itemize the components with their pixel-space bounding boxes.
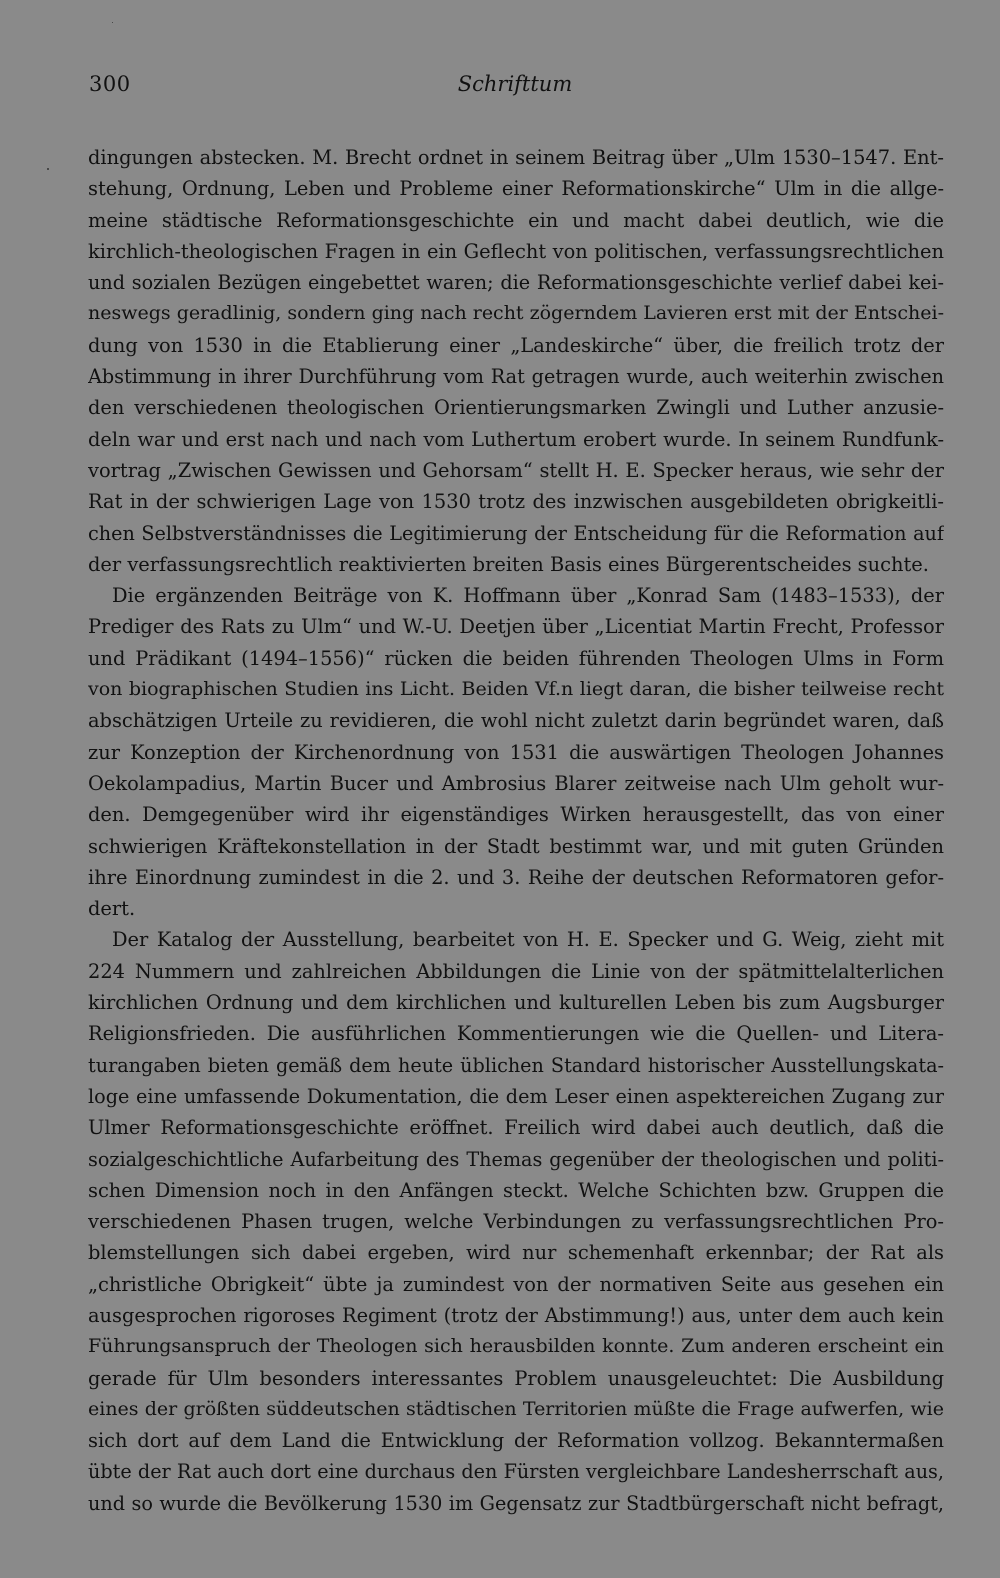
text-line: übte der Rat auch dort eine durchaus den Fürsten vergleichbare Landesherrschaft aus,: [88, 1460, 944, 1484]
text-line: den verschiedenen theologischen Orientierungsmarken Zwingli und Luther anzusie-: [88, 396, 944, 420]
text-line: chen Selbstverständnisses die Legitimierung der Entscheidung für die Reformation auf: [88, 521, 944, 545]
text-line: Die ergänzenden Beiträge von K. Hoffmann über „Konrad Sam (1483–1533), der: [112, 584, 944, 608]
text-line: neswegs geradlinig, sondern ging nach recht zögerndem Lavieren erst mit der Entschei-: [88, 302, 944, 325]
text-line: den. Demgegenüber wird ihr eigenständiges Wirken herausgestellt, das von einer: [88, 803, 944, 827]
text-line: Der Katalog der Ausstellung, bearbeitet von H. E. Specker und G. Weig, zieht mit: [112, 928, 944, 952]
scan-speck: [112, 22, 113, 23]
scan-speck: [47, 168, 49, 170]
text-line: von biographischen Studien ins Licht. Beiden Vf.n liegt daran, die bisher teilweise recht: [88, 678, 944, 701]
text-line: und sozialen Bezügen eingebettet waren; die Reformationsgeschichte verlief dabei kei-: [88, 271, 944, 295]
text-line: vortrag „Zwischen Gewissen und Gehorsam“ stellt H. E. Specker heraus, wie sehr der: [88, 458, 944, 482]
text-line: dert.: [88, 897, 136, 921]
text-line: Rat in der schwierigen Lage von 1530 trotz des inzwischen ausgebildeten obrigkeitli-: [88, 490, 944, 514]
text-line: und so wurde die Bevölkerung 1530 im Gegensatz zur Stadtbürgerschaft nicht befragt,: [88, 1491, 944, 1515]
page-number: 300: [89, 72, 131, 96]
text-line: gerade für Ulm besonders interessantes Problem unausgeleuchtet: Die Ausbildung: [88, 1366, 944, 1390]
text-line: „christliche Obrigkeit“ übte ja zumindest von der normativen Seite aus gesehen ein: [88, 1272, 944, 1296]
text-line: dingungen abstecken. M. Brecht ordnet in seinem Beitrag über „Ulm 1530–1547. Ent-: [88, 146, 944, 169]
text-line: Prediger des Rats zu Ulm“ und W.-U. Deetjen über „Licentiat Martin Frecht, Professor: [88, 615, 944, 639]
text-line: schwierigen Kräftekonstellation in der Stadt bestimmt war, und mit guten Gründen: [88, 834, 944, 858]
text-line: sich dort auf dem Land die Entwicklung der Reformation vollzog. Bekanntermaßen: [88, 1429, 944, 1453]
body-text: [88, 142, 944, 1519]
text-line: stehung, Ordnung, Leben und Probleme einer Reformationskirche“ Ulm in die allge-: [88, 177, 944, 201]
text-line: verschiedenen Phasen trugen, welche Verbindungen zu verfassungsrechtlichen Pro-: [88, 1210, 944, 1234]
text-line: und Prädikant (1494–1556)“ rücken die beiden führenden Theologen Ulms in Form: [88, 646, 944, 670]
text-line: ihre Einordnung zumindest in die 2. und 3. Reihe der deutschen Reformatoren gefor-: [88, 865, 944, 889]
text-line: abschätzigen Urteile zu revidieren, die wohl nicht zuletzt darin begründet waren, daß: [88, 709, 944, 733]
text-line: eines der größten süddeutschen städtischen Territorien müßte die Frage aufwerfen, wie: [88, 1397, 944, 1420]
text-line: dung von 1530 in die Etablierung einer „Landeskirche“ über, die freilich trotz der: [88, 333, 944, 357]
text-line: 224 Nummern und zahlreichen Abbildungen die Linie von der spätmittelalterlichen: [88, 959, 944, 983]
text-line: turangaben bieten gemäß dem heute üblichen Standard historischer Ausstellungskata-: [88, 1053, 944, 1077]
text-line: Religionsfrieden. Die ausführlichen Kommentierungen wie die Quellen- und Litera-: [88, 1022, 944, 1046]
text-line: meine städtische Reformationsgeschichte ein und macht dabei deutlich, wie die: [88, 208, 944, 232]
text-line: Abstimmung in ihrer Durchführung vom Rat getragen wurde, auch weiterhin zwischen: [88, 365, 944, 389]
text-line: kirchlichen Ordnung und dem kirchlichen und kulturellen Leben bis zum Augsburger: [88, 991, 944, 1015]
text-line: der verfassungsrechtlich reaktivierten breiten Basis eines Bürgerentscheides suchte.: [88, 552, 929, 576]
text-line: zur Konzeption der Kirchenordnung von 1531 die auswärtigen Theologen Johannes: [88, 740, 944, 764]
text-line: kirchlich-theologischen Fragen in ein Geflecht von politischen, verfassungsrechtlichen: [88, 239, 944, 263]
running-title: Schrifttum: [457, 72, 573, 96]
text-line: sozialgeschichtliche Aufarbeitung des Themas gegenüber der theologischen und politi-: [88, 1147, 944, 1171]
text-line: deln war und erst nach und nach vom Luthertum erobert wurde. In seinem Rundfunk-: [88, 427, 944, 451]
text-line: Ulmer Reformationsgeschichte eröffnet. Freilich wird dabei auch deutlich, daß die: [88, 1116, 944, 1140]
text-line: loge eine umfassende Dokumentation, die dem Leser einen aspektereichen Zugang zur: [88, 1084, 944, 1108]
text-line: Oekolampadius, Martin Bucer und Ambrosius Blarer zeitweise nach Ulm geholt wur-: [88, 771, 944, 795]
text-line: ausgesprochen rigoroses Regiment (trotz der Abstimmung!) aus, unter dem auch kein: [88, 1303, 944, 1327]
text-line: schen Dimension noch in den Anfängen steckt. Welche Schichten bzw. Gruppen die: [88, 1178, 944, 1202]
text-line: blemstellungen sich dabei ergeben, wird nur schemenhaft erkennbar; der Rat als: [88, 1241, 944, 1265]
text-line: Führungsanspruch der Theologen sich herausbilden konnte. Zum anderen erscheint ein: [88, 1335, 944, 1358]
